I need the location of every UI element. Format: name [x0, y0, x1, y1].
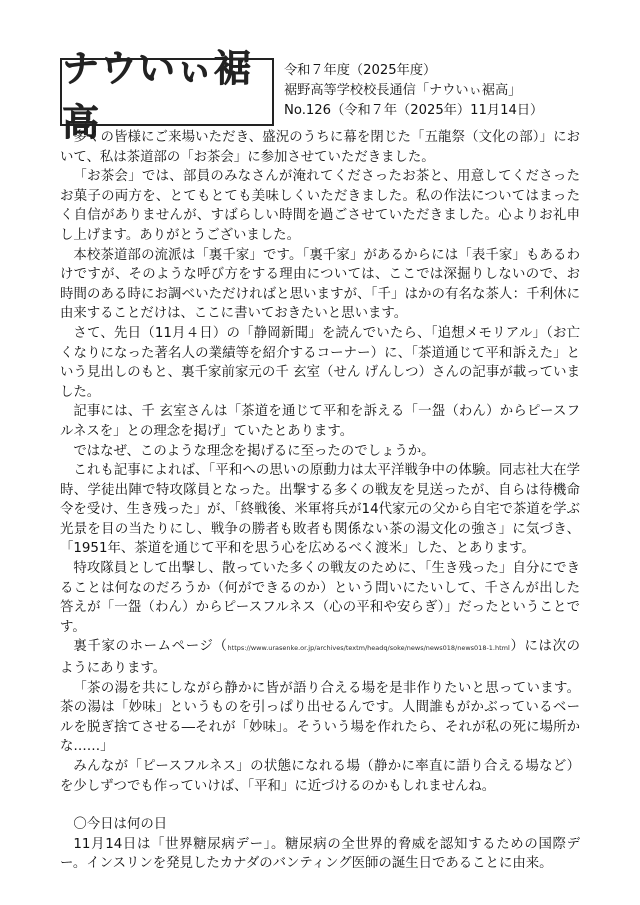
fiscal-year: 令和７年度（2025年度）: [284, 63, 437, 78]
paragraph-answer: 特攻隊員として出撃し、散っていた多くの戦友のために、「生き残った」自分にできることは何なのだろうか（何ができるのか）という問いにたいして、千さんが出した答えが「一盌（わん）からピースフルネス（心の平和や安らぎ）」だったということです。: [60, 561, 580, 635]
homepage-outro: ）には次のようにあります。: [60, 639, 581, 677]
newsletter-logo: [60, 47, 274, 144]
masthead: [60, 47, 580, 144]
today-text: 11月14日は「世界糖尿病デー」。糖尿病の全世界的脅威を認知するための国際デー。インスリンを発見したカナダのバンティング医師の誕生日であることに由来。: [60, 836, 580, 872]
issue-number-date: No.126（令和７年（2025年）11月14日）: [284, 103, 544, 118]
quotation: 「茶の湯を共にしながら静かに皆が語り合える場を是非作りたいと思っています。茶の湯は「妙味」というものを引っぱり出せるんです。人間誰もがかぶっているベールを脱ぎ捨てさせる―それが「妙味」。そういう場を作れたら、それが私の死に場所かな……」: [60, 680, 580, 755]
article-body: [60, 128, 580, 874]
paragraph-festival: 多くの皆様にご来場いただき、盛況のうちに幕を閉じた「五龍祭（文化の部）」において、私は茶道部の「お茶会」に参加させていただきました。: [60, 130, 580, 165]
homepage-url[interactable]: https://www.urasenke.or.jp/archives/textm/headq/soke/news/news018/news018-1.html: [227, 644, 510, 653]
paragraph-conclusion: みんなが「ピースフルネス」の状態になれる場（静かに率直に語り合える場など）を少しずつでも作っていけば、「平和」に近づけるのかもしれませんね。: [60, 759, 580, 794]
paragraph-philosophy: 記事には、千 玄室さんは「茶道を通じて平和を訴える「一盌（わん）からピースフルネスを」との理念を掲げ」ていたとあります。: [60, 404, 580, 439]
paragraph-newspaper: さて、先日（11月４日）の「静岡新聞」を読んでいたら、「追想メモリアル」（お亡くなりになった著名人の業績等を紹介するコーナー）に、「茶道通じて平和訴えた」という見出しのもと、裏千家前家元の千 玄室（せん げんしつ）さんの記事が載っていました。: [60, 325, 580, 400]
logo-title: ナウいぃ裾高: [62, 47, 252, 144]
paragraph-war-experience: これも記事によれば、「平和への思いの原動力は太平洋戦争中の体験。同志社大在学時、学徒出陣で特攻隊員となった。出撃する多くの戦友を見送ったが、自らは待機命令を受け、生き残った」が、「終戦後、米軍将兵が14代家元の父から自宅で茶道を学ぶ光景を目の当たりにし、戦争の勝者も敗者も関係ない茶の湯文化の強さ」に気づき、「1951年、茶道を通じて平和を思う心を広めるべく渡米」した、とあります。: [60, 463, 580, 557]
paragraph-urasenke: 本校茶道部の流派は「裏千家」です。「裏千家」があるからには「表千家」もあるわけですが、そのような呼び方をする理由については、ここでは深掘りしないので、お時間のある時にお調べいただければと思いますが、「千」はかの有名な茶人：千利休に由来することだけは、ここに書いておきたいと思います。: [60, 247, 580, 322]
homepage-intro: 裏千家のホームページ（: [73, 639, 228, 655]
today-heading: 〇今日は何の日: [73, 817, 168, 833]
paragraph-homepage: [60, 637, 580, 678]
newsletter-name: 裾野高等学校校長通信「ナウいぃ裾高」: [284, 83, 522, 98]
paragraph-why: ではなぜ、このような理念を掲げるに至ったのでしょうか。: [73, 443, 435, 459]
section-spacer: [60, 796, 580, 815]
masthead-info: [284, 61, 584, 121]
paragraph-tea-party: 「お茶会」では、部員のみなさんが淹れてくださったお茶と、用意してくださったお菓子の両方を、とてもとても美味しくいただきました。私の作法についてはまったく自信がありませんが、すばらしい時間を過ごさせていただきました。心よりお礼申し上げます。ありがとうございました。: [60, 169, 580, 243]
